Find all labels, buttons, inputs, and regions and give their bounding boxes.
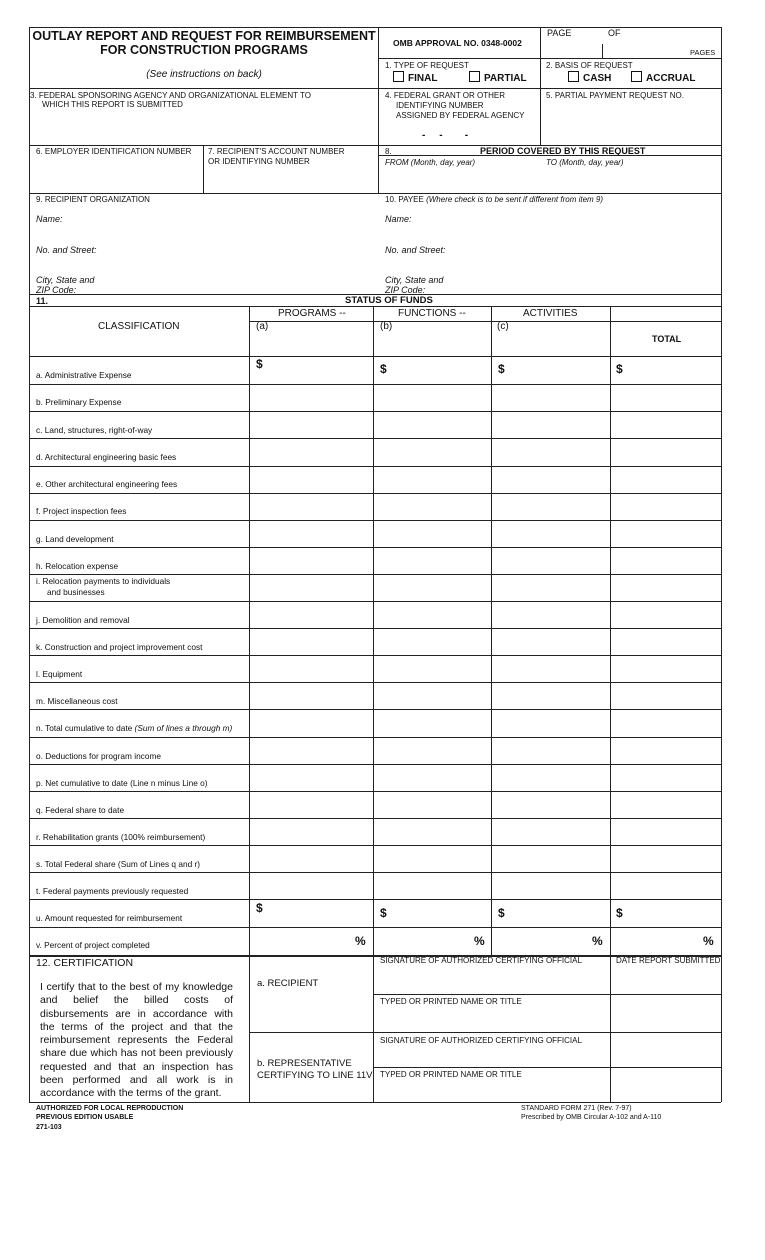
payee-street-label: No. and Street: <box>385 245 446 255</box>
column-c-header: (c) <box>497 321 509 332</box>
percent-sign: % <box>703 934 714 948</box>
field4-label-line3: ASSIGNED BY FEDERAL AGENCY <box>396 111 525 120</box>
instructions-note: (See instructions on back) <box>146 69 262 80</box>
h-rule <box>29 764 721 765</box>
dollar-sign: $ <box>616 906 623 920</box>
classification-header: CLASSIFICATION <box>98 321 180 332</box>
payee-name-label: Name: <box>385 214 412 224</box>
h-rule <box>29 520 721 521</box>
field3-label-line1: 3. FEDERAL SPONSORING AGENCY AND ORGANIZATIONAL ELEMENT TO <box>30 91 311 100</box>
representative-label-line1: b. REPRESENTATIVE <box>257 1058 352 1069</box>
h-rule <box>29 411 721 412</box>
h-rule <box>249 321 721 322</box>
h-rule <box>29 737 721 738</box>
h-rule <box>29 493 721 494</box>
functions-header: FUNCTIONS -- <box>398 308 466 319</box>
h-rule <box>29 682 721 683</box>
field6-label: 6. EMPLOYER IDENTIFICATION NUMBER <box>36 147 192 156</box>
form-title-line2: FOR CONSTRUCTION PROGRAMS <box>100 43 308 57</box>
h-rule <box>29 1102 721 1103</box>
v-rule <box>373 955 374 1102</box>
field7-label-line1: 7. RECIPIENT'S ACCOUNT NUMBER <box>208 147 345 156</box>
row-label: u. Amount requested for reimbursement <box>36 913 183 923</box>
row-label: o. Deductions for program income <box>36 751 161 761</box>
row-label: e. Other architectural engineering fees <box>36 479 178 489</box>
row-label: q. Federal share to date <box>36 805 125 815</box>
cash-label: CASH <box>583 73 612 84</box>
row-n-note: (Sum of lines a through m) <box>132 723 233 733</box>
type-of-request-label: 1. TYPE OF REQUEST <box>385 61 469 70</box>
field10-title: 10. PAYEE <box>385 195 424 204</box>
footer-previous-edition: PREVIOUS EDITION USABLE <box>36 1114 134 1121</box>
status-number: 11. <box>36 296 49 306</box>
row-label: n. Total cumulative to date (Sum of lines a through m) <box>36 723 233 733</box>
certification-text: I certify that to the best of my knowledge and belief the billed costs of disbursements are in accordance with the terms of the project and that the reimbursement represents the Federal share due which has not been previously requested and that an inspection has been performed and all work is in accordance with the terms of the grant. <box>40 981 233 1100</box>
checkbox-partial[interactable] <box>469 71 480 82</box>
recipient-street-label: No. and Street: <box>36 245 97 255</box>
omb-approval: OMB APPROVAL NO. 0348-0002 <box>393 38 522 48</box>
h-rule <box>29 899 721 900</box>
row-label: d. Architectural engineering basic fees <box>36 452 177 462</box>
representative-signature-label: SIGNATURE OF AUTHORIZED CERTIFYING OFFICIAL <box>380 1036 582 1045</box>
h-rule <box>29 306 721 307</box>
v-rule <box>540 27 541 145</box>
activities-header: ACTIVITIES <box>523 308 578 319</box>
final-label: FINAL <box>408 73 438 84</box>
row-label: k. Construction and project improvement cost <box>36 642 203 652</box>
h-rule <box>373 994 721 995</box>
h-rule <box>29 356 721 357</box>
row-label: b. Preliminary Expense <box>36 397 122 407</box>
form-title-line1: OUTLAY REPORT AND REQUEST FOR REIMBURSEMENT <box>32 29 376 43</box>
field10-label <box>385 195 603 205</box>
percent-sign: % <box>592 934 603 948</box>
h-rule <box>29 193 721 194</box>
row-label: l. Equipment <box>36 669 83 679</box>
total-header: TOTAL <box>652 334 682 344</box>
field3-label-line2: WHICH THIS REPORT IS SUBMITTED <box>42 100 183 109</box>
row-label: p. Net cumulative to date (Line n minus Line o) <box>36 778 208 788</box>
dollar-sign: $ <box>498 906 505 920</box>
dollar-sign: $ <box>380 906 387 920</box>
h-rule <box>29 438 721 439</box>
column-b-header: (b) <box>380 321 393 332</box>
dollar-sign: $ <box>616 362 623 376</box>
dollar-sign: $ <box>256 357 263 371</box>
accrual-checkbox[interactable] <box>631 71 695 85</box>
v-rule <box>610 306 611 955</box>
of-label: OF <box>608 28 621 38</box>
h-rule <box>29 872 721 873</box>
row-label: m. Miscellaneous cost <box>36 696 118 706</box>
checkbox-accrual[interactable] <box>631 71 642 82</box>
h-rule <box>249 1032 721 1033</box>
basis-of-request-label: 2. BASIS OF REQUEST <box>546 61 633 70</box>
row-label: j. Demolition and removal <box>36 615 130 625</box>
cash-checkbox[interactable] <box>568 71 611 85</box>
field5-label: 5. PARTIAL PAYMENT REQUEST NO. <box>546 91 684 100</box>
dollar-sign: $ <box>380 362 387 376</box>
h-rule <box>373 1067 721 1068</box>
certification-title: 12. CERTIFICATION <box>36 957 134 969</box>
status-title: STATUS OF FUNDS <box>345 295 433 306</box>
period-from-label: FROM (Month, day, year) <box>385 158 476 167</box>
date-submitted-label: DATE REPORT SUBMITTED <box>616 956 721 965</box>
field8-title: PERIOD COVERED BY THIS REQUEST <box>480 146 646 156</box>
column-a-header: (a) <box>256 321 269 332</box>
recipient-city-label: City, State and <box>36 275 95 285</box>
field9-label: 9. RECIPIENT ORGANIZATION <box>36 195 150 204</box>
accrual-label: ACCRUAL <box>646 73 696 84</box>
row-label: r. Rehabilitation grants (100% reimbursement) <box>36 832 206 842</box>
h-rule <box>29 845 721 846</box>
row-label: i. Relocation payments to individuals <box>36 576 171 586</box>
partial-label: PARTIAL <box>484 73 527 84</box>
footer-authorized: AUTHORIZED FOR LOCAL REPRODUCTION <box>36 1105 184 1112</box>
row-label: and businesses <box>47 587 105 597</box>
partial-checkbox[interactable] <box>469 71 527 85</box>
recipient-zip-label: ZIP Code: <box>36 285 77 295</box>
row-label: g. Land development <box>36 534 114 544</box>
v-rule <box>249 955 250 1102</box>
payee-city-label: City, State and <box>385 275 444 285</box>
row-label: h. Relocation expense <box>36 561 119 571</box>
dollar-sign: $ <box>256 901 263 915</box>
field4-label-line2: IDENTIFYING NUMBER <box>396 101 484 110</box>
field4-dashes: - - - <box>422 130 469 141</box>
payee-zip-label: ZIP Code: <box>385 285 426 295</box>
v-rule <box>29 27 30 1102</box>
row-label: v. Percent of project completed <box>36 940 150 950</box>
v-rule <box>721 27 722 1102</box>
footer-standard-form: STANDARD FORM 271 (Rev. 7-97) <box>521 1105 632 1112</box>
representative-label-line2: CERTIFYING TO LINE 11V <box>257 1070 373 1081</box>
recipient-typed-name-label: TYPED OR PRINTED NAME OR TITLE <box>380 997 522 1006</box>
footer-prescribed: Prescribed by OMB Circular A-102 and A-110 <box>521 1114 662 1121</box>
field10-note: (Where check is to be sent if different from item 9) <box>426 195 604 204</box>
v-rule <box>602 44 603 58</box>
v-rule <box>373 306 374 955</box>
recipient-label: a. RECIPIENT <box>257 978 319 989</box>
representative-typed-name-label: TYPED OR PRINTED NAME OR TITLE <box>380 1070 522 1079</box>
field7-label-line2: OR IDENTIFYING NUMBER <box>208 157 310 166</box>
field8-number: 8. <box>385 147 392 156</box>
checkbox-cash[interactable] <box>568 71 579 82</box>
h-rule <box>29 88 721 89</box>
final-checkbox[interactable] <box>393 71 437 85</box>
recipient-name-label: Name: <box>36 214 63 224</box>
v-rule <box>610 955 611 1102</box>
programs-header: PROGRAMS -- <box>278 308 346 319</box>
row-label: t. Federal payments previously requested <box>36 886 189 896</box>
h-rule <box>29 384 721 385</box>
recipient-signature-label: SIGNATURE OF AUTHORIZED CERTIFYING OFFICIAL <box>380 956 582 965</box>
pages-label: PAGES <box>690 48 716 57</box>
page-label: PAGE <box>547 28 572 38</box>
v-rule <box>378 27 379 193</box>
h-rule <box>378 58 721 59</box>
dollar-sign: $ <box>498 362 505 376</box>
form-title <box>30 29 378 57</box>
row-label: a. Administrative Expense <box>36 370 132 380</box>
row-label: c. Land, structures, right-of-way <box>36 425 153 435</box>
h-rule <box>29 574 721 575</box>
h-rule <box>29 927 721 928</box>
h-rule <box>29 791 721 792</box>
h-rule <box>29 818 721 819</box>
field4-label-line1: 4. FEDERAL GRANT OR OTHER <box>385 91 506 100</box>
v-rule <box>249 306 250 955</box>
h-rule <box>29 628 721 629</box>
h-rule <box>29 466 721 467</box>
h-rule <box>29 709 721 710</box>
v-rule <box>203 145 204 193</box>
period-to-label: TO (Month, day, year) <box>546 158 624 167</box>
percent-sign: % <box>355 934 366 948</box>
h-rule <box>29 655 721 656</box>
percent-sign: % <box>474 934 485 948</box>
checkbox-final[interactable] <box>393 71 404 82</box>
v-rule <box>491 306 492 955</box>
footer-form-number: 271-103 <box>36 1124 62 1131</box>
row-label: f. Project inspection fees <box>36 506 127 516</box>
row-label: s. Total Federal share (Sum of Lines q and r) <box>36 859 201 869</box>
h-rule <box>29 547 721 548</box>
h-rule <box>29 601 721 602</box>
